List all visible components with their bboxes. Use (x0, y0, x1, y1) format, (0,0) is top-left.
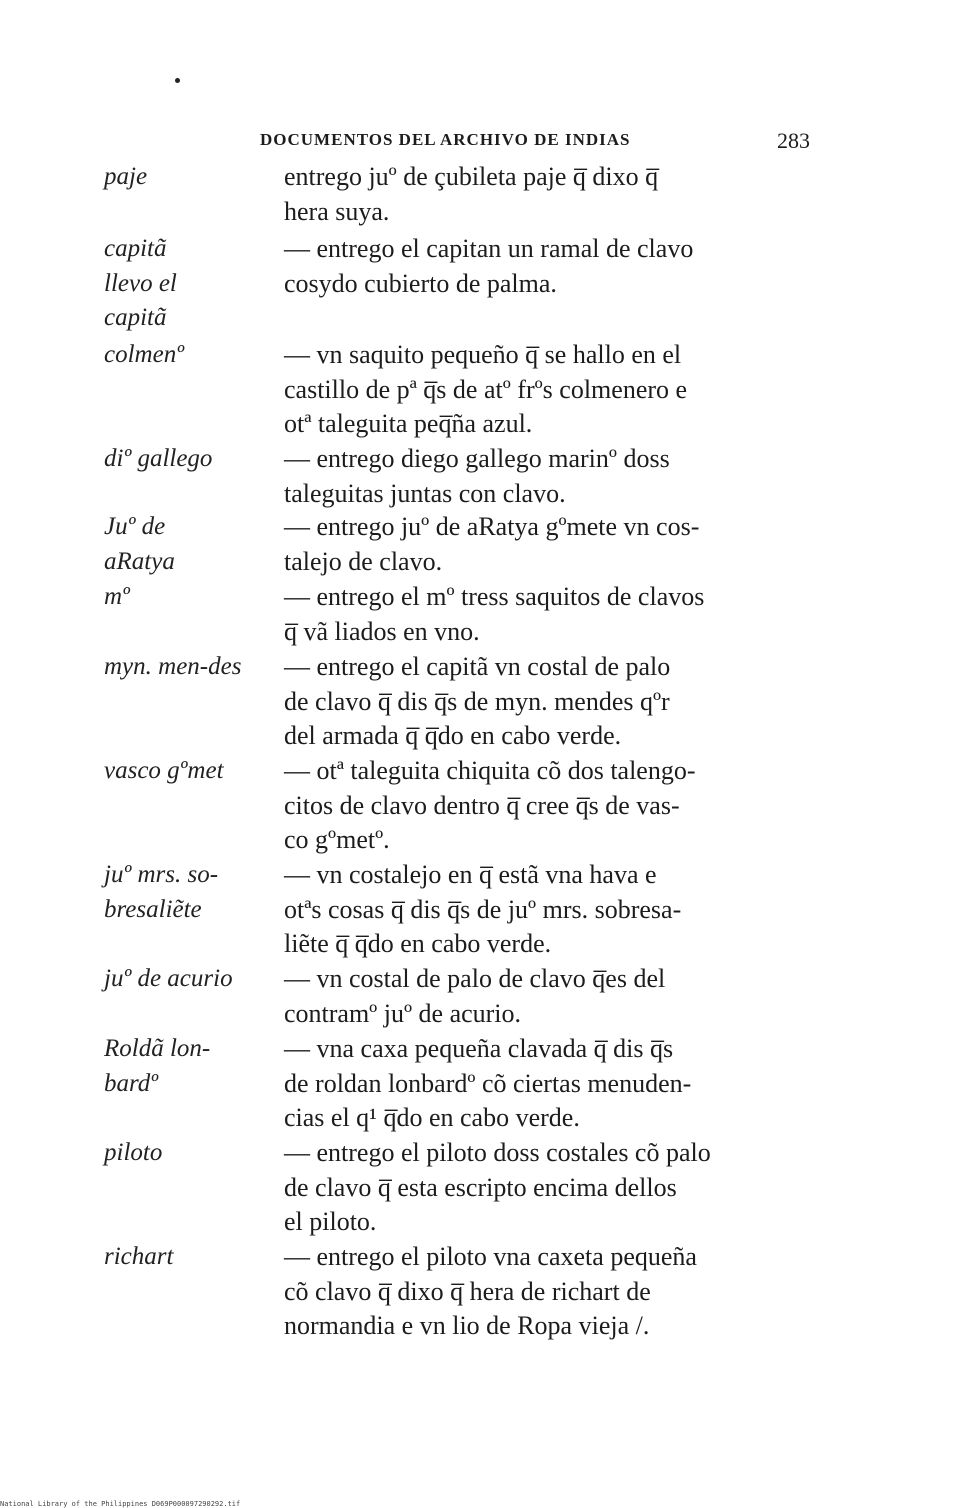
entry-line: liẽte q̅ q̅do en cabo verde. (284, 929, 552, 958)
entry-text (284, 442, 809, 511)
margin-note: mº (104, 583, 130, 610)
margin-note: richart (104, 1243, 174, 1270)
margin-note: diº gallego (104, 445, 213, 472)
entry-text (284, 338, 809, 442)
entry-text (284, 754, 809, 858)
margin-note: juº de acurio (104, 965, 233, 992)
entry-line: — vn costalejo en q̅ estã vna hava e (284, 860, 657, 889)
entry-line: hera suya. (284, 196, 390, 226)
entry-line: — entrego el piloto doss costales cõ palo (284, 1138, 711, 1167)
running-title: DOCUMENTOS DEL ARCHIVO DE INDIAS (260, 130, 631, 149)
entry-line: — vn costal de palo de clavo q̅es del (284, 964, 666, 993)
entry-line: otªs cosas q̅ dis q̅s de juº mrs. sobresa- (284, 894, 682, 924)
entry-text (284, 962, 809, 1031)
ink-dot (175, 78, 180, 83)
entry-text (284, 1136, 809, 1240)
entry-line: otª taleguita peq̅ña azul. (284, 409, 533, 438)
entry-line: — vna caxa pequeña clavada q̅ dis q̅s (284, 1034, 674, 1063)
entry-line: — entrego el capitã vn costal de palo (284, 652, 671, 681)
entry-line: — entrego el piloto vna caxeta pequeña (284, 1242, 697, 1271)
margin-note: piloto (104, 1139, 163, 1166)
page-number: 283 (777, 128, 810, 153)
entry-text (284, 1240, 809, 1344)
entry-line: — entrego el capitan un ramal de clavo (284, 234, 694, 263)
entry-line: taleguitas juntas con clavo. (284, 478, 566, 508)
entry-line: cosydo cubierto de palma. (284, 268, 557, 298)
entry-line: de roldan lonbardº cõ ciertas menuden- (284, 1068, 692, 1098)
entry-text (284, 650, 809, 754)
entry-line: entrego juº de çubileta paje q̅ dixo q̅ (284, 162, 659, 191)
entry-line: q̅ vã liados en vno. (284, 616, 480, 646)
entry-line: de clavo q̅ dis q̅s de myn. mendes qºr (284, 686, 670, 716)
entry-text (284, 580, 809, 649)
entry-line: castillo de pª q̅s de atº frºs colmenero e (284, 374, 688, 404)
entry-text (284, 858, 809, 962)
entry-text (284, 1032, 809, 1136)
entry-line: cõ clavo q̅ dixo q̅ hera de richart de (284, 1276, 651, 1306)
entry-line: normandia e vn lio de Ropa vieja /. (284, 1311, 650, 1340)
entry-line: co gºmetº. (284, 825, 390, 854)
entry-text (284, 232, 809, 301)
entry-line: del armada q̅ q̅do en cabo verde. (284, 721, 622, 750)
entry-line: — otª taleguita chiquita cõ dos talengo- (284, 756, 696, 785)
margin-note: Juº de aRatya (104, 513, 175, 575)
scan-footer: National Library of the Philippines D069P000097290292.tif (0, 1500, 241, 1508)
margin-note: juº mrs. so-bresaliẽte (104, 861, 219, 923)
margin-note: capitã llevo el capitã (104, 235, 177, 331)
entry-line: — entrego juº de aRatya gºmete vn cos- (284, 512, 700, 541)
entry-line: talejo de clavo. (284, 546, 443, 576)
entry-text (284, 160, 809, 229)
margin-note: colmenº (104, 341, 184, 368)
entry-line: — entrego el mº tress saquitos de clavos (284, 582, 705, 611)
entry-line: citos de clavo dentro q̅ cree q̅s de vas- (284, 790, 680, 820)
margin-note: paje (104, 163, 148, 190)
margin-note: Roldã lon-bardº (104, 1035, 211, 1097)
entry-line: el piloto. (284, 1207, 377, 1236)
entry-line: — entrego diego gallego marinº doss (284, 444, 670, 473)
entry-line: cias el q¹ q̅do en cabo verde. (284, 1103, 580, 1132)
entry-line: — vn saquito pequeño q̅ se hallo en el (284, 340, 682, 369)
entry-line: contramº juº de acurio. (284, 998, 522, 1028)
entry-line: de clavo q̅ esta escripto encima dellos (284, 1172, 677, 1202)
margin-note: myn. men-des (104, 653, 242, 680)
page-header (260, 128, 810, 156)
margin-note: vasco gºmet (104, 757, 224, 784)
entry-text (284, 510, 809, 579)
